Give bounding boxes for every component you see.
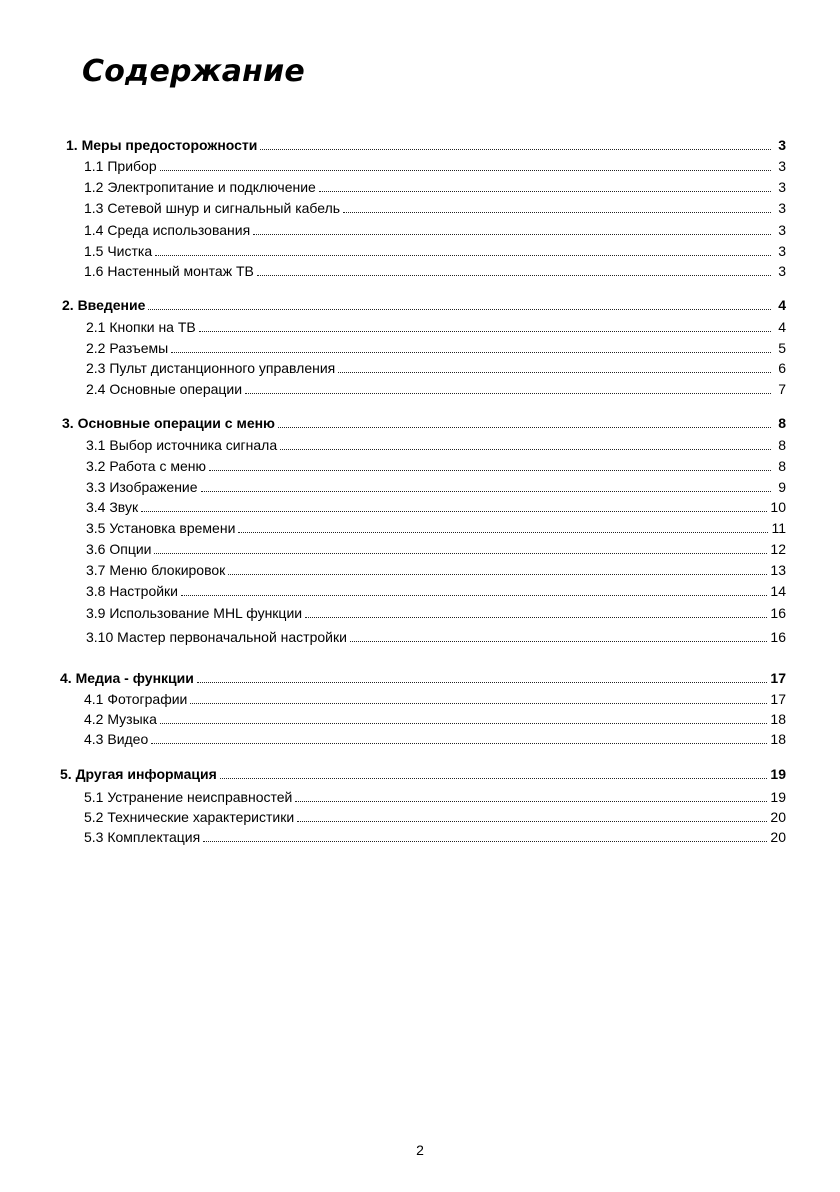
toc-item-label: 1.3 Сетевой шнур и сигнальный кабель xyxy=(84,200,341,216)
toc-page: 13 xyxy=(770,562,786,578)
toc-item-label: 3.3 Изображение xyxy=(86,479,198,495)
toc-page: 3 xyxy=(778,263,786,279)
toc-item[interactable] xyxy=(86,380,786,398)
toc-item[interactable] xyxy=(86,498,786,516)
toc-item[interactable] xyxy=(86,457,786,475)
toc-page: 20 xyxy=(770,809,786,825)
toc-item-label: 4.1 Фотографии xyxy=(84,691,188,707)
toc-section-label: 1. Меры предосторожности xyxy=(66,137,258,153)
toc-item[interactable] xyxy=(84,178,786,196)
dot-leader xyxy=(238,522,768,533)
dot-leader xyxy=(160,713,768,724)
toc-page: 18 xyxy=(770,731,786,747)
dot-leader xyxy=(278,417,771,428)
dot-leader xyxy=(151,733,767,744)
dot-leader xyxy=(155,245,771,256)
toc-item-label: 3.9 Использование MHL функции xyxy=(86,605,303,621)
toc-item[interactable] xyxy=(86,582,786,600)
dot-leader xyxy=(338,362,771,373)
toc-item[interactable] xyxy=(86,318,786,336)
toc-item[interactable] xyxy=(86,478,786,496)
toc-item[interactable] xyxy=(84,199,786,217)
dot-leader xyxy=(141,501,767,512)
toc-item-label: 4.3 Видео xyxy=(84,731,149,747)
toc-page: 3 xyxy=(778,243,786,259)
toc-item-label: 2.3 Пульт дистанционного управления xyxy=(86,360,336,376)
toc-item-label: 5.3 Комплектация xyxy=(84,829,201,845)
dot-leader xyxy=(181,585,767,596)
toc-item[interactable] xyxy=(86,519,786,537)
toc-page: 6 xyxy=(778,360,786,376)
toc-page: 8 xyxy=(778,458,786,474)
toc-page: 19 xyxy=(770,766,786,782)
dot-leader xyxy=(245,383,771,394)
toc-section-label: 5. Другая информация xyxy=(60,766,217,782)
toc-page: 17 xyxy=(770,691,786,707)
toc-item[interactable] xyxy=(84,157,786,175)
toc-item-label: 2.4 Основные операции xyxy=(86,381,243,397)
dot-leader xyxy=(171,342,771,353)
toc-item[interactable] xyxy=(86,359,786,377)
toc-item[interactable] xyxy=(84,788,786,806)
dot-leader xyxy=(295,791,767,802)
dot-leader xyxy=(148,299,771,310)
toc-section[interactable] xyxy=(62,414,786,432)
toc-item[interactable] xyxy=(86,540,786,558)
toc-item[interactable] xyxy=(84,730,786,748)
toc-item-label: 2.1 Кнопки на ТВ xyxy=(86,319,196,335)
dot-leader xyxy=(228,564,767,575)
toc-section[interactable] xyxy=(60,765,786,783)
toc-item[interactable] xyxy=(86,604,786,622)
dot-leader xyxy=(319,181,771,192)
dot-leader xyxy=(197,672,768,683)
toc-item[interactable] xyxy=(84,242,786,260)
page-number: 2 xyxy=(416,1142,424,1158)
dot-leader xyxy=(154,543,767,554)
toc-item[interactable] xyxy=(86,436,786,454)
toc-item-label: 2.2 Разъемы xyxy=(86,340,169,356)
dot-leader xyxy=(253,224,771,235)
dot-leader xyxy=(160,160,771,171)
toc-section[interactable] xyxy=(60,669,786,687)
toc-page: 11 xyxy=(771,520,786,536)
toc-item-label: 1.5 Чистка xyxy=(84,243,153,259)
toc-item[interactable] xyxy=(84,221,786,239)
toc-item-label: 3.8 Настройки xyxy=(86,583,178,599)
toc-page: 9 xyxy=(778,479,786,495)
dot-leader xyxy=(260,139,771,150)
toc-item-label: 3.6 Опции xyxy=(86,541,152,557)
toc-page: 14 xyxy=(770,583,786,599)
toc-page: 5 xyxy=(778,340,786,356)
toc-item-label: 1.6 Настенный монтаж ТВ xyxy=(84,263,254,279)
toc-page: 20 xyxy=(770,829,786,845)
toc-page: 18 xyxy=(770,711,786,727)
toc-section-label: 3. Основные операции с меню xyxy=(62,415,276,431)
toc-page: 16 xyxy=(770,605,786,621)
toc-page: 3 xyxy=(778,222,786,238)
toc-section[interactable] xyxy=(62,296,786,314)
toc-item-label: 3.2 Работа с меню xyxy=(86,458,206,474)
toc-page: 3 xyxy=(778,179,786,195)
toc-item[interactable] xyxy=(86,561,786,579)
toc-item[interactable] xyxy=(84,710,786,728)
dot-leader xyxy=(220,768,768,779)
toc-item[interactable] xyxy=(84,828,786,846)
toc-page: 3 xyxy=(778,137,786,153)
toc-page: 4 xyxy=(778,319,786,335)
dot-leader xyxy=(199,321,771,332)
toc-page: 17 xyxy=(770,670,786,686)
toc-item-label: 3.7 Меню блокировок xyxy=(86,562,226,578)
toc-page: 3 xyxy=(778,200,786,216)
toc-item[interactable] xyxy=(84,262,786,280)
dot-leader xyxy=(343,202,771,213)
dot-leader xyxy=(190,693,767,704)
toc-section-label: 2. Введение xyxy=(62,297,146,313)
toc-item-label: 3.10 Мастер первоначальной настройки xyxy=(86,629,347,645)
dot-leader xyxy=(209,460,771,471)
toc-item-label: 3.4 Звук xyxy=(86,499,139,515)
toc-page: 3 xyxy=(778,158,786,174)
toc-page: 4 xyxy=(778,297,786,313)
toc-item-label: 3.5 Установка времени xyxy=(86,520,236,536)
toc-item[interactable] xyxy=(84,690,786,708)
toc-item-label: 5.2 Технические характеристики xyxy=(84,809,295,825)
toc-item-label: 3.1 Выбор источника сигнала xyxy=(86,437,278,453)
toc-item-label: 4.2 Музыка xyxy=(84,711,157,727)
dot-leader xyxy=(257,265,771,276)
toc-page: 10 xyxy=(770,499,786,515)
toc-page: 19 xyxy=(770,789,786,805)
toc-page: 8 xyxy=(778,415,786,431)
dot-leader xyxy=(350,631,767,642)
dot-leader xyxy=(203,831,767,842)
toc-section-label: 4. Медиа - функции xyxy=(60,670,194,686)
toc-page: 7 xyxy=(778,381,786,397)
toc-item[interactable] xyxy=(84,808,786,826)
dot-leader xyxy=(297,811,767,822)
toc-section[interactable] xyxy=(66,136,786,154)
page-title: Содержание xyxy=(82,54,305,89)
dot-leader xyxy=(280,439,771,450)
toc-page: 12 xyxy=(770,541,786,557)
toc-page: 8 xyxy=(778,437,786,453)
toc-item[interactable] xyxy=(86,339,786,357)
toc-item-label: 1.2 Электропитание и подключение xyxy=(84,179,316,195)
toc-item[interactable] xyxy=(86,628,786,646)
toc-item-label: 1.1 Прибор xyxy=(84,158,157,174)
toc-item-label: 1.4 Среда использования xyxy=(84,222,251,238)
dot-leader xyxy=(305,607,767,618)
toc-item-label: 5.1 Устранение неисправностей xyxy=(84,789,293,805)
dot-leader xyxy=(201,481,771,492)
toc-page: 16 xyxy=(770,629,786,645)
